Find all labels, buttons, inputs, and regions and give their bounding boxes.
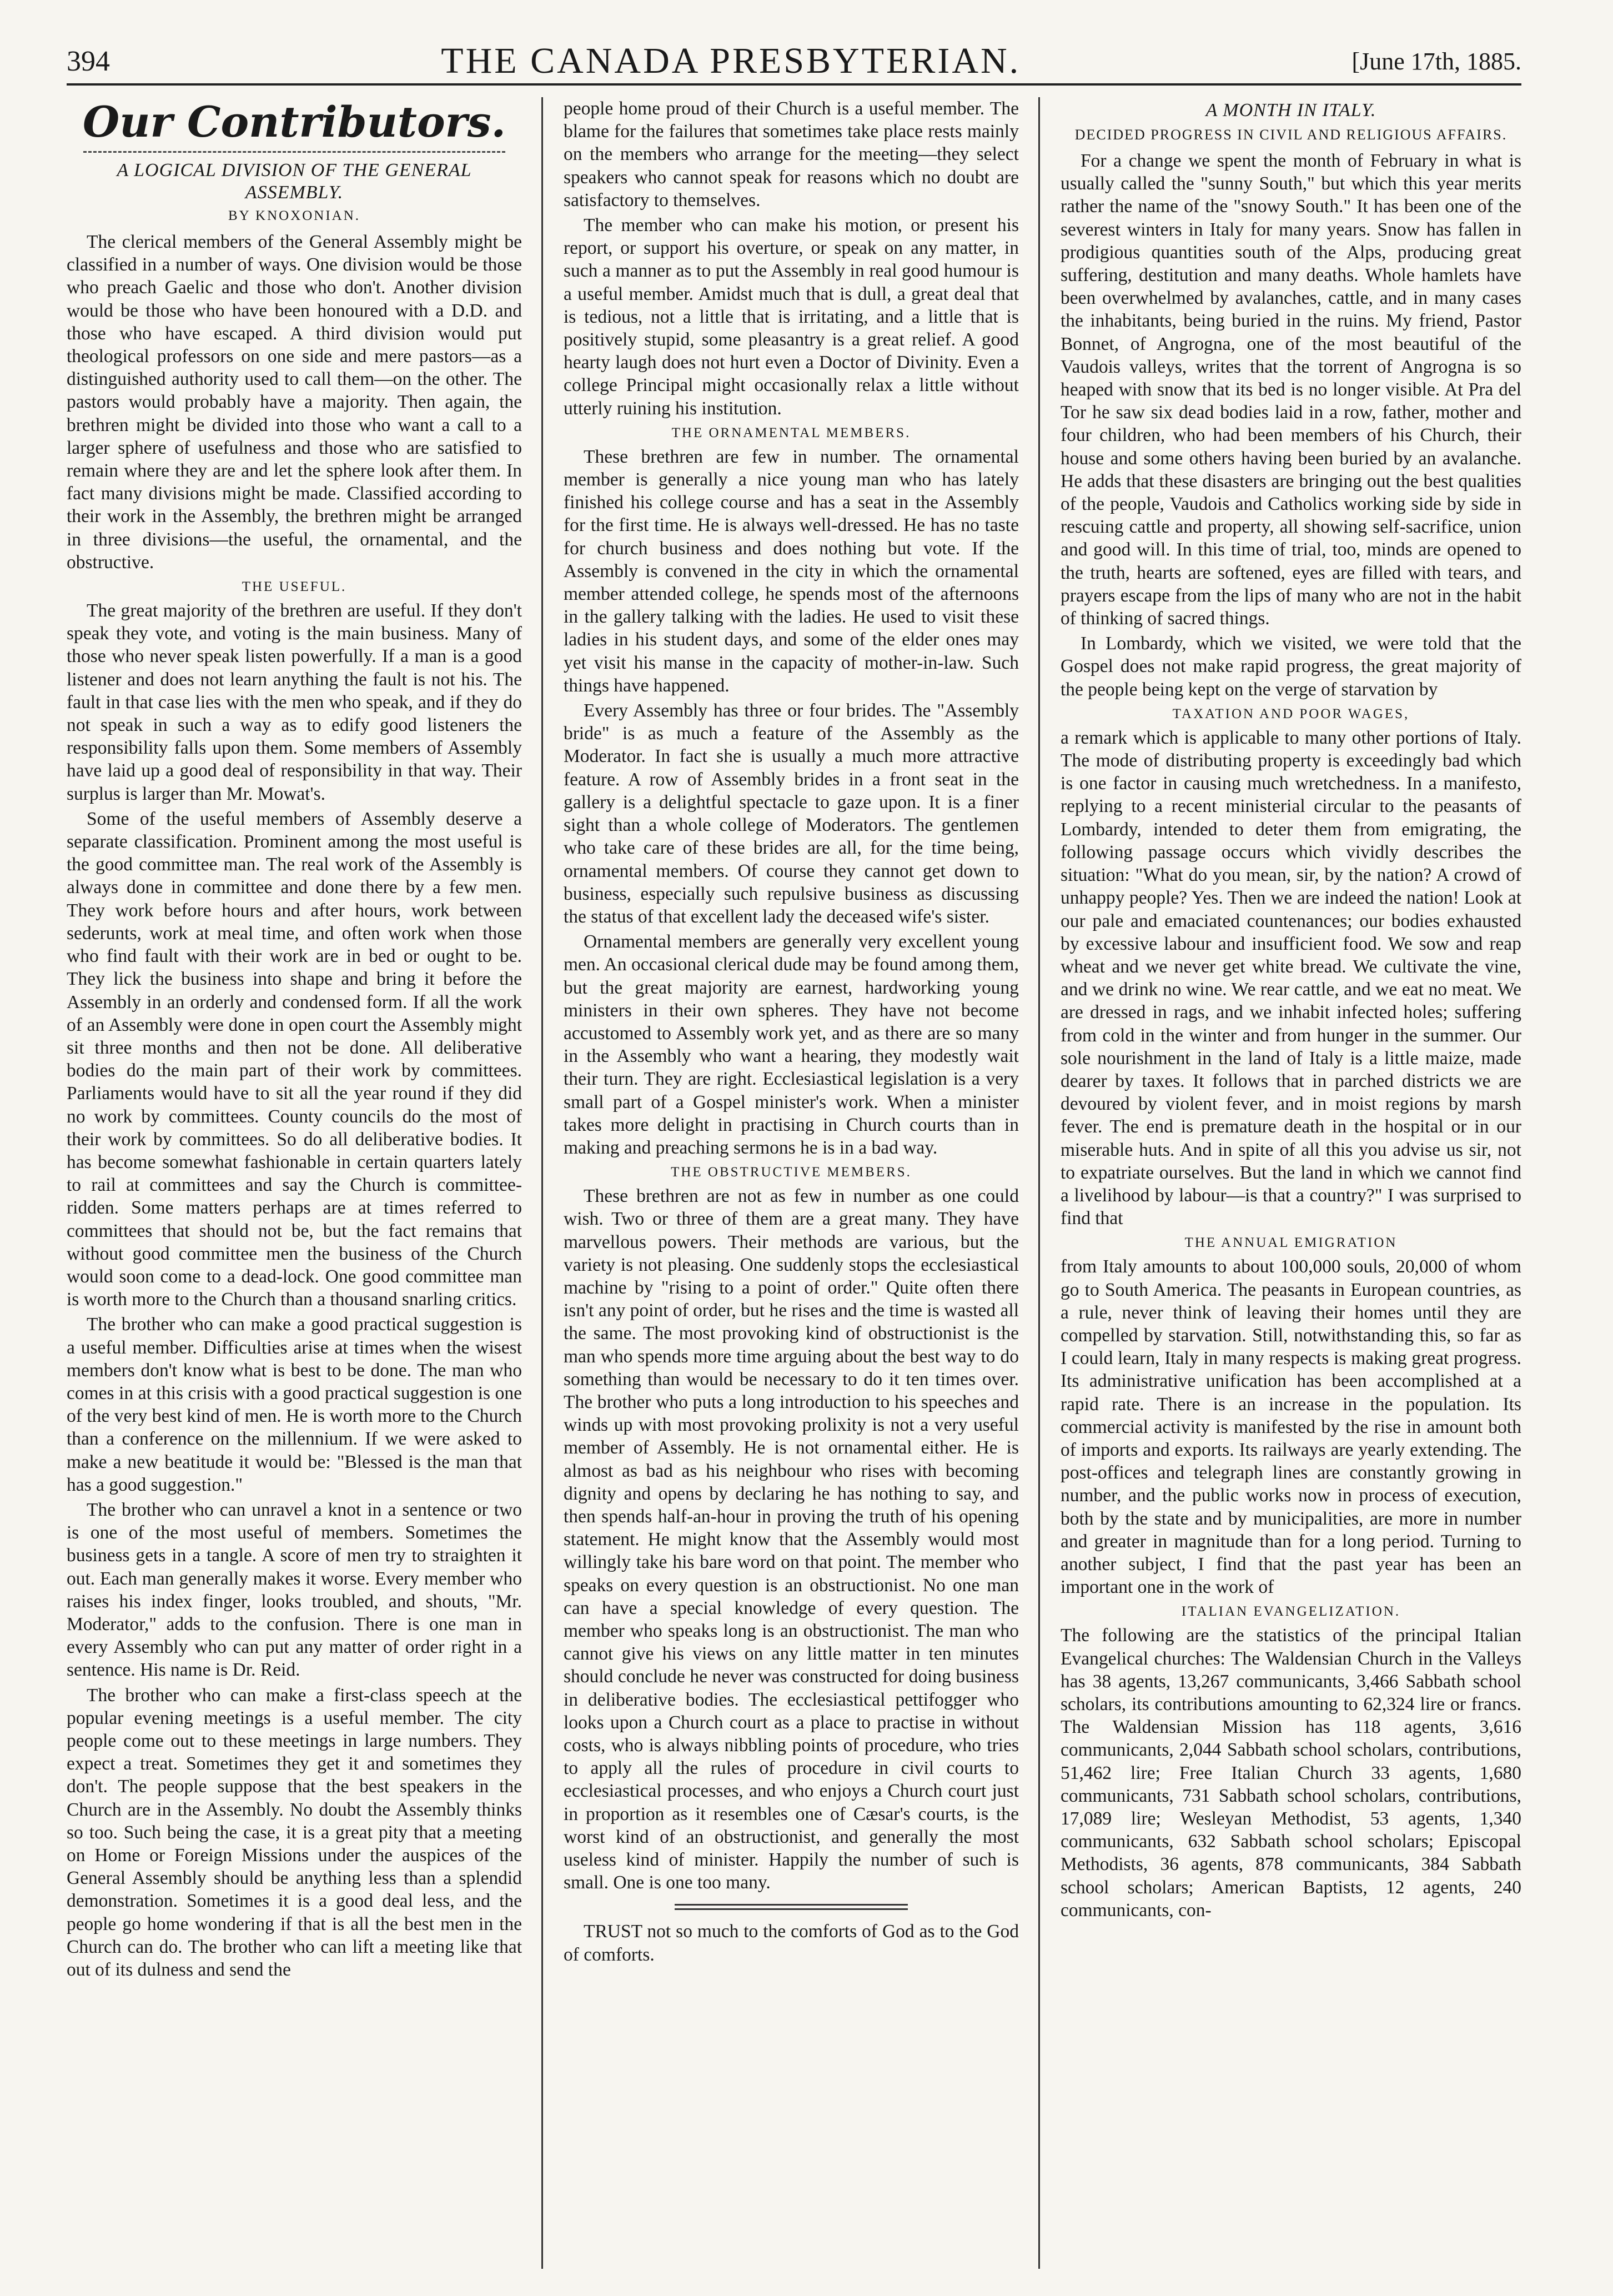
issue-date: [June 17th, 1885. xyxy=(1351,47,1521,75)
column-3 xyxy=(1061,97,1521,2269)
page-number: 394 xyxy=(67,45,110,77)
section-heading: THE OBSTRUCTIVE MEMBERS. xyxy=(671,1165,912,1180)
department-heading: Our Contributors. xyxy=(83,97,506,147)
paragraph: The member who can make his motion, or present his report, or support his overture, or speak on any matter, in such a manner as to put the Assembly in real good humour is a useful member. Amidst much that is dull, a great deal that is tedious, not a little that is irritating, and a little that is positively stupid, some pleasantry is a great relief. A good hearty laugh does not hurt even a Doctor of Divinity. Even a college Principal might occasionally relax a little without utterly ruining his institution. xyxy=(564,215,1019,419)
paragraph: In Lombardy, which we visited, we were told that the Gospel does not make rapid progress, the great majority of the people being kept on the verge of starvation by xyxy=(1061,633,1521,700)
paragraph: These brethren are few in number. The ornamental member is generally a nice young man who has lately finished his college course and has a seat in the Assembly for the first time. He is always well-dressed. He has no taste for church business and does nothing but vote. If the Assembly is convened in the city in which the ornamental member attended college, he spends most of the afternoons in the gallery talking with the ladies. He used to visit these ladies in his student days, and some of the elder ones may yet visit his manse in the capacity of mother-in-law. Such things have happened. xyxy=(564,446,1019,696)
page-header xyxy=(67,39,1521,86)
section-heading: THE USEFUL. xyxy=(242,579,347,595)
section-heading: TAXATION AND POOR WAGES, xyxy=(1172,706,1410,721)
column-1 xyxy=(67,97,522,2269)
closing-note: TRUST not so much to the comforts of God as to the God of comforts. xyxy=(564,1921,1019,1965)
article-title: A LOGICAL DIVISION OF THE GENERAL ASSEMBLY. xyxy=(117,160,472,203)
paragraph: from Italy amounts to about 100,000 souls, 20,000 of whom go to South America. The peasants in European countries, as a rule, never think of leaving their homes until they are compelled by starvation. Still, notwithstanding this, so far as I could learn, Italy in many respects is making great progress. Its administrative unification has been accomplished at a rapid rate. There is an increase in the population. Its commercial activity is manifested by the rise in amount both of imports and exports. Its railways are yearly extending. The post-offices and telegraph lines are constantly growing in number, and the public works now in process of execution, both by the state and by municipalities, are more in number and greater in magnitude than for a long period. Turning to another subject, I find that the past year has been an important one in the work of xyxy=(1061,1256,1521,1598)
paragraph: Every Assembly has three or four brides. The "Assembly bride" is as much a feature of the Assembly as the Moderator. In fact she is usually a much more attractive feature. A row of Assembly brides in a front seat in the gallery is a delightful spectacle to gaze upon. It is a finer sight than a whole college of Moderators. The gentlemen who take care of these brides are all, for the time being, ornamental members. Of course they cannot get down to business, especially such repulsive business as discussing the status of that excellent lady the deceased wife's sister. xyxy=(564,700,1019,927)
columns xyxy=(67,97,1521,2269)
paragraph: Ornamental members are generally very excellent young men. An occasional clerical dude may be found among them, but the great majority are earnest, hardworking young ministers in their own spheres. They have not become accustomed to Assembly work yet, and as there are so many in the Assembly who want a hearing, they modestly wait their turn. They are right. Ecclesiastical legislation is a very small part of a Gospel minister's work. When a minister takes more delight in practising in Church courts than in making and preaching sermons he is in a bad way. xyxy=(564,931,1019,1158)
paragraph: Some of the useful members of Assembly deserve a separate classification. Prominent among the most useful is the good committee man. The real work of the Assembly is always done in committee and done there by a few men. They work before hours and after hours, work between sederunts, work at meal time, and often work when those who find fault with their work are in bed or ought to be. They lick the business into shape and bring it before the Assembly in an orderly and condensed form. If all the work of an Assembly were done in open court the Assembly might sit three months and then not be done. All deliberative bodies do the main part of their work by committees. Parliaments would have to sit all the year round if they did no work by committees. County councils do the most of their work by committees. So do all deliberative bodies. It has become somewhat fashionable in certain quarters lately to rail at committees and say the Church is committee-ridden. Some matters perhaps are at times referred to committees that should not be, but the fact remains that without good committee men the business of the Church would soon come to a dead-lock. One good committee man is worth more to the Church than a thousand snarling critics. xyxy=(67,808,522,1310)
paragraph: The clerical members of the General Assembly might be classified in a number of ways. One division would be those who preach Gaelic and those who don't. Another division would be those who have been honoured with a D.D. and those who have escaped. A third division would put theological professors on one side and mere pastors—as a distinguished authority used to call them—on the other. The pastors would probably have a majority. Then again, the brethren might be divided into those who want a call to a larger sphere of usefulness and those who are satisfied to remain where they are and let the sphere look after them. In fact many divisions might be made. Classified according to their work in the Assembly, the brethren might be arranged in three divisions—the useful, the ornamental, and the obstructive. xyxy=(67,232,522,573)
article-title: A MONTH IN ITALY. xyxy=(1205,100,1376,121)
byline: BY KNOXONIAN. xyxy=(228,208,361,223)
section-heading: ITALIAN EVANGELIZATION. xyxy=(1181,1604,1401,1620)
divider xyxy=(675,1904,908,1910)
column-rule xyxy=(1038,97,1040,2269)
paragraph: The brother who can make a first-class speech at the popular evening meetings is a useful member. The city people come out to these meetings in large numbers. They expect a treat. Sometimes they get it and sometimes they don't. The people suppose that the best speakers in the Church are in the Assembly. No doubt the Assembly thinks so too. Such being the case, it is a great pity that a meeting on Home or Foreign Missions under the auspices of the General Assembly should be anything less than a splendid demonstration. Sometimes it is a good deal less, and the people go home wondering if that is all the best men in the Church can do. The brother who can lift a meeting like that out of its dulness and send the xyxy=(67,1685,522,1981)
paragraph: These brethren are not as few in number as one could wish. Two or three of them are a great many. They have marvellous powers. Their methods are various, but the variety is not pleasing. One suddenly stops the ecclesiastical machine by "rising to a point of order." Quite often there isn't any point of order, but he rises and the time is wasted all the same. The most provoking kind of obstructionist is the man who spends more time arguing about the best way to do something than would be necessary to do it ten times over. The brother who puts a long introduction to his speeches and winds up with most provoking prolixity is not a very useful member of Assembly. He is not ornamental either. He is almost as bad as his neighbour who rises with becoming dignity and opens by declaring he has nothing to say, and then spends half-an-hour in proving the truth of his opening statement. He might know that the Assembly would most willingly take his bare word on that point. The member who speaks on every question is an obstructionist. No one man can have a special knowledge of every question. The member who speaks long is an obstructionist. The man who cannot give his views on any little matter in ten minutes should conclude he never was constructed for doing business in deliberative bodies. The ecclesiastical pettifogger who looks upon a Church court as a place to practise in without costs, who is always nibbling points of procedure, who tries to apply all the rules of procedure in civil courts to ecclesiastical processes, and who enjoys a Church court just in proportion as it resembles one of Cæsar's courts, is the worst kind of an obstructionist, and generally the most useless kind of minister. Happily the number of such is small. One is one too many. xyxy=(564,1186,1019,1893)
divider xyxy=(83,151,505,153)
column-2 xyxy=(564,97,1019,2269)
section-heading: THE ANNUAL EMIGRATION xyxy=(1184,1235,1398,1251)
article-subtitle: DECIDED PROGRESS IN CIVIL AND RELIGIOUS AFFAIRS. xyxy=(1074,127,1508,143)
paragraph: The brother who can make a good practical suggestion is a useful member. Difficulties arise at times when the wisest members don't know what is best to be done. The man who comes in at this crisis with a good practical suggestion is one of the very best kind of men. He is worth more to the Church than a conference on the millennium. If we were asked to make a new beatitude it would be: "Blessed is the man that has a good suggestion." xyxy=(67,1314,522,1495)
column-rule xyxy=(541,97,543,2269)
paragraph: The great majority of the brethren are useful. If they don't speak they vote, and voting is the main business. Many of those who never speak listen powerfully. If a man is a good listener and does not learn anything the fault is not his. The fault in that case lies with the men who speak, and if they do not speak in such a way as to edify good listeners the responsibility falls upon them. Some members of Assembly have laid up a good deal of responsibility in that way. Their surplus is larger than Mr. Mowat's. xyxy=(67,600,522,804)
publication-title: THE CANADA PRESBYTERIAN. xyxy=(441,41,1021,81)
paragraph: For a change we spent the month of February in what is usually called the "sunny South," but which this year merits rather the name of the "snowy South." It has been one of the severest winters in Italy for many years. Snow has fallen in prodigious quantities south of the Alps, producing great suffering, destitution and many deaths. Whole hamlets have been overwhelmed by avalanches, cattle, and in many cases the inhabitants, being buried in the ruins. My friend, Pastor Bonnet, of Angrogna, one of the most beautiful of the Vaudois valleys, writes that the torrent of Angrogna is so heaped with snow that its bed is no longer visible. At Pra del Tor he saw six dead bodies laid in a row, father, mother and four children, who had been members of his Church, their house and some others having been buried by an avalanche. He adds that these disasters are bringing out the best qualities of the people, Vaudois and Catholics working side by side in rescuing cattle and property, all showing self-sacrifice, union and good will. In this time of trial, too, minds are opened to the truth, hearts are softened, eyes are filled with tears, and prayers escape from the lips of many who are not in the habit of thinking of sacred things. xyxy=(1061,151,1521,629)
paragraph: a remark which is applicable to many other portions of Italy. The mode of distributing property is exceedingly bad which is one factor in causing much wretchedness. In a manifesto, replying to a recent ministerial circular to the peasants of Lombardy, intended to deter them from emigrating, the following passage occurs which vividly describes the situation: "What do you mean, sir, by the nation? A crowd of unhappy people? Yes. Then we are indeed the nation! Look at our pale and emaciated countenances; our bodies exhausted by excessive labour and insufficient food. We sow and reap wheat and we never get white bread. We cultivate the vine, and we drink no wine. We rear cattle, and we eat no meat. We are dressed in rags, and we inhabit infected holes; suffering from cold in the winter and from hunger in the summer. Our sole nourishment in the land of Italy is a little maize, made dearer by taxes. It follows that in parched districts we are devoured by violent fever, and in moist regions by marsh fever. The end is premature death in the hospital or in our miserable huts. And in spite of all this you advise us sir, not to expatriate ourselves. But the land in which we cannot find a livelihood by labour—is that a country?" I was surprised to find that xyxy=(1061,727,1521,1229)
paragraph: people home proud of their Church is a useful member. The blame for the failures that sometimes take place rests mainly on the members who arrange for the meeting—they select speakers who cannot speak for reasons which no doubt are satisfactory to themselves. xyxy=(564,98,1019,210)
paragraph: The following are the statistics of the principal Italian Evangelical churches: The Waldensian Church in the Valleys has 38 agents, 13,267 communicants, 3,466 Sabbath school scholars, its contributions amounting to 62,324 lire or francs. The Waldensian Mission has 118 agents, 3,616 communicants, 2,044 Sabbath school scholars, contributions, 51,462 lire; Free Italian Church 33 agents, 1,680 communicants, 731 Sabbath school scholars, contributions, 17,089 lire; Wesleyan Methodist, 53 agents, 1,340 communicants, 632 Sabbath school scholars; Episcopal Methodists, 36 agents, 878 communicants, 384 Sabbath school scholars; American Baptists, 12 agents, 240 communicants, con- xyxy=(1061,1625,1521,1921)
paragraph: The brother who can unravel a knot in a sentence or two is one of the most useful of members. Sometimes the business gets in a tangle. A score of men try to straighten it out. Each man generally makes it worse. Every member who raises his index finger, looks troubled, and shouts, "Mr. Moderator," adds to the confusion. There is one man in every Assembly who can put any matter of order right in a sentence. His name is Dr. Reid. xyxy=(67,1499,522,1681)
section-heading: THE ORNAMENTAL MEMBERS. xyxy=(671,425,911,440)
